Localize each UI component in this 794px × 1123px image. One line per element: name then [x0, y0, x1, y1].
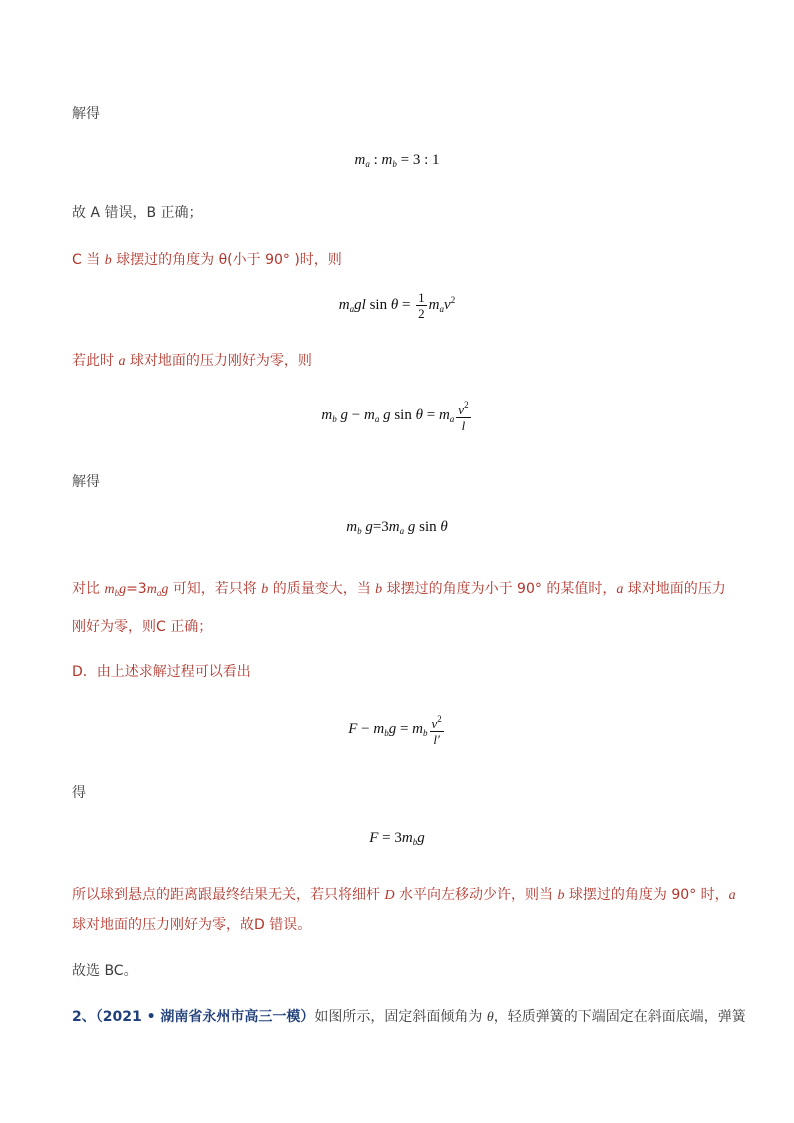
text-c-correct: 刚好为零，则C 正确； [72, 619, 213, 635]
text-pressure-zero: 若此时 a 球对地面的压力刚好为零，则 [72, 353, 312, 369]
text-solve-1: 解得 [72, 106, 100, 122]
text-compare: 对比 $m_bg=3m_ag$ 可知，若只将 b 的质量变大，当 b 球摆过的角度为小于 90° 的某值时，a 球对地面的压力 [72, 581, 726, 598]
text-get: 得 [72, 785, 86, 801]
equation-result-2: $F = 3m_bg$ [369, 830, 425, 847]
text-option-d: D．由上述求解过程可以看出 [72, 664, 251, 680]
question-number: 2、 [72, 1009, 96, 1025]
equation-force-balance: $m_b$ $g - m_a$ g $\sin \theta = m_a$ $\frac{v^2}{l}$ [321, 400, 469, 433]
text-solve-2: 解得 [72, 474, 100, 490]
equation-result-1: $m_b$ $g=3m_a$ g sin θ [346, 519, 448, 536]
equation-d-force: $F - m_bg = m_b$ $\frac{v^2}{l'}$ [348, 714, 442, 747]
question-source: （2021 • 湖南省永州市高三一模） [95, 1009, 315, 1025]
text-answer: 故选 BC。 [72, 963, 138, 979]
equation-mass-ratio: $m_a$ : $m_b = 3$ : 1 [354, 152, 440, 169]
text-d-wrong: 球对地面的压力刚好为零，故D 错误。 [72, 917, 312, 933]
text-option-c: C 当 b 球摆过的角度为 θ(小于 90° )时，则 [72, 252, 342, 268]
equation-energy: $m_agl$ sin θ = $\frac{1}{2}$ $m_av^2$ [338, 290, 456, 321]
text-conclusion-d: 所以球到悬点的距离跟最终结果无关，若只将细杆 D 水平向左移动少许，则当 b 球摆过的角度为 90° 时，a [72, 887, 736, 903]
question-2: 2、（2021 • 湖南省永州市高三一模）如图所示，固定斜面倾角为 θ，轻质弹簧的下端固定在斜面底端，弹簧 [72, 1009, 746, 1025]
text-conclusion-ab: 故 A 错误，B 正确； [72, 205, 203, 221]
